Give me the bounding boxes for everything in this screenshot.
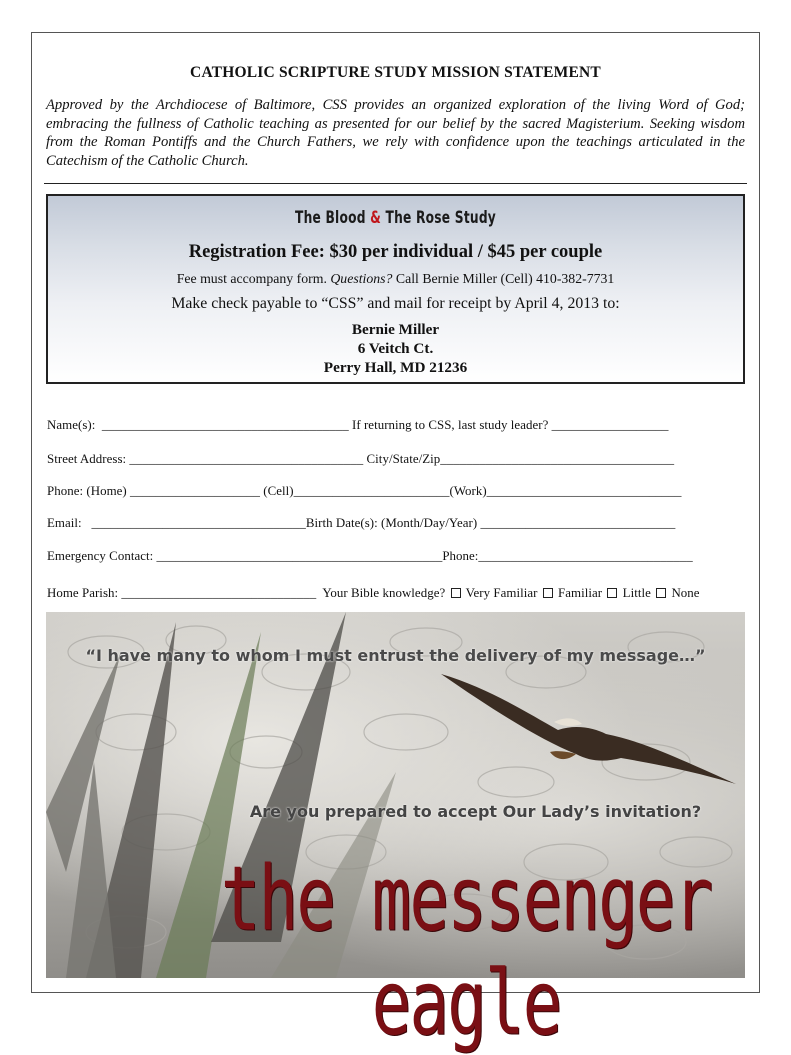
- registration-box: [46, 194, 745, 384]
- banner-invitation: Are you prepared to accept Our Lady’s invitation?: [249, 802, 702, 821]
- form-row-email[interactable]: Email: _________________________________Birth Date(s): (Month/Day/Year) ______________________________: [47, 516, 676, 530]
- form-row-emergency[interactable]: Emergency Contact: ____________________________________________Phone:_________________________________: [47, 549, 693, 563]
- option-little: Little: [622, 586, 651, 600]
- messenger-eagle-banner: [46, 612, 745, 1055]
- contact-text: Call Bernie Miller (Cell) 410-382-7731: [392, 271, 615, 286]
- checkbox-familiar[interactable]: [543, 588, 553, 598]
- form-row-phone[interactable]: Phone: (Home) ____________________ (Cell)________________________(Work)______________________________: [47, 484, 682, 498]
- address-name: Bernie Miller: [351, 321, 440, 338]
- parish-and-bible-label[interactable]: Home Parish: ______________________________ Your Bible knowledge?: [47, 586, 449, 600]
- fee-note: [48, 271, 743, 287]
- option-familiar: Familiar: [558, 586, 603, 600]
- eagle-icon: [441, 674, 736, 784]
- study-title-part-1: The Blood: [295, 208, 371, 228]
- option-none: None: [671, 586, 700, 600]
- option-very-familiar: Very Familiar: [465, 586, 538, 600]
- checkbox-very-familiar[interactable]: [451, 588, 461, 598]
- address-street: 6 Veitch Ct.: [357, 340, 434, 357]
- study-title: [145, 208, 645, 228]
- banner-title: the messenger eagle: [220, 847, 712, 1055]
- form-row-address[interactable]: Street Address: ____________________________________ City/State/Zip____________________________________: [47, 452, 675, 466]
- banner-quote: “I have many to whom I must entrust the delivery of my message…”: [85, 646, 706, 665]
- check-instructions: Make check payable to “CSS” and mail for receipt by April 4, 2013 to:: [171, 295, 620, 312]
- checkbox-little[interactable]: [607, 588, 617, 598]
- form-row-parish: [47, 586, 747, 601]
- mission-title: CATHOLIC SCRIPTURE STUDY MISSION STATEMENT: [190, 64, 601, 81]
- questions-label: Questions?: [330, 271, 393, 286]
- fee-note-text: Fee must accompany form.: [176, 271, 331, 286]
- registration-fee: Registration Fee: $30 per individual / $45 per couple: [188, 242, 603, 262]
- address-city: Perry Hall, MD 21236: [323, 359, 468, 376]
- mission-statement: Approved by the Archdiocese of Baltimore, CSS provides an organized exploration of the living Word of God; embracing the fullness of Catholic teaching as presented for our belief by the sacred Magisterium. Seeking wisdom from the Roman Pontiffs and the Church Fathers, we rely with confidence upon the teachings articulated in the Catechism of the Catholic Church.: [46, 97, 745, 169]
- study-title-part-2: The Rose Study: [381, 208, 496, 228]
- checkbox-none[interactable]: [656, 588, 666, 598]
- divider: [44, 183, 747, 184]
- study-title-ampersand: &: [370, 208, 382, 228]
- form-row-name[interactable]: Name(s): ______________________________________ If returning to CSS, last study leader? __________________: [47, 418, 669, 432]
